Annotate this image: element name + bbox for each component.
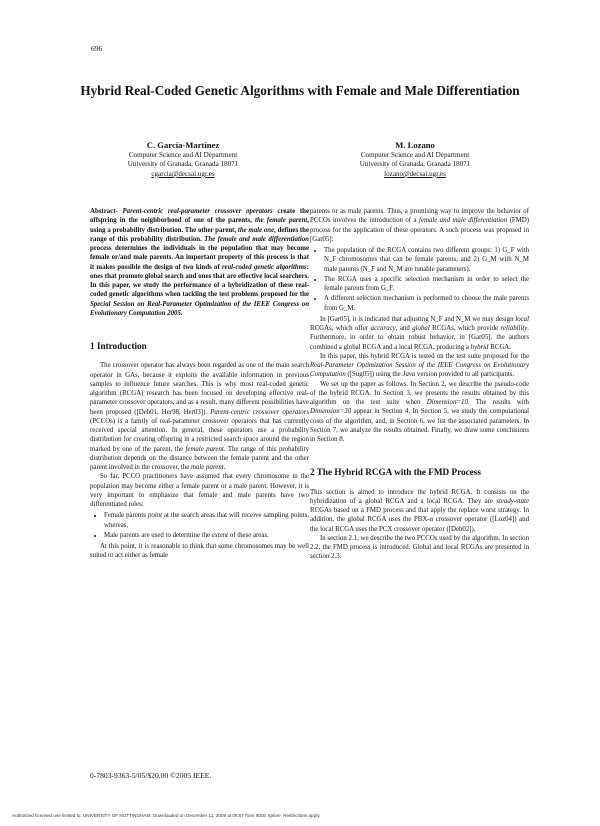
- text: This section is aimed to introduce the hybrid RCGA. It consists on the hybridization of a global RCGA and a local RCGA. They are: [310, 488, 529, 505]
- text: at the search areas that will receive sampling points, whereas,: [104, 512, 309, 529]
- intro-paragraph: So far, PCCO practitioners have assumed that every chromosome in the population may become either a female parent or a male parent. However, it is very important to emphasize that female and male parents have two differentiated roles:: [90, 473, 309, 508]
- em: Java: [402, 371, 416, 379]
- abstract-text: : ones that promote global search and ones that are effective local searchers. In this paper, we study the performance of a hybridization of these real-coded genetic algorithms when tackling the test problems proposed for the: [90, 263, 310, 299]
- text: . The range of this probability distribution depends on the distance between the female parent and the other parent involved in the crossover, the: [90, 445, 309, 471]
- em: Dimension=30: [310, 408, 352, 416]
- em: Parent-centric crossover operators: [210, 408, 310, 416]
- em: reliability: [500, 325, 528, 332]
- body-paragraph: [310, 315, 529, 352]
- page-number: 696: [91, 44, 103, 53]
- text: .: [223, 464, 226, 471]
- abstract-label: Abstract-: [90, 208, 118, 215]
- list-item: [104, 531, 309, 540]
- abstract-em: the female parent: [254, 217, 308, 225]
- text: appear in Section 4. In Section 5, we study the computational costs of the algorithm, and, in Section 6, we list the associated parameters. In Section 7, we analyze the results obtained. Finally, we draw some conclusions in Section 8.: [310, 408, 529, 443]
- copyright-notice: 0-7803-9363-5/05/$20.00 ©2005 IEEE.: [90, 771, 212, 780]
- text: Male parents are used to determine the: [104, 531, 212, 539]
- text: version provided to all participants.: [415, 371, 515, 379]
- author-email-link[interactable]: lozano@decsai.ugr.es: [384, 169, 446, 178]
- paper-title: Hybrid Real-Coded Genetic Algorithms with Female and Male Differentiation: [80, 83, 520, 98]
- em: steady-state: [496, 497, 529, 505]
- em: female and male differentiation: [419, 217, 508, 225]
- body-paragraph: [310, 352, 529, 380]
- em: male parent: [191, 464, 224, 471]
- section-heading-hybrid-rcga: 2 The Hybrid RCGA with the FMD Process: [310, 467, 481, 478]
- em: Dimension=10: [426, 399, 468, 406]
- abstract: [90, 207, 309, 318]
- author-block-2: [305, 139, 525, 179]
- list-item: • The population of the RCGA contains two different groups: 1) G_F with N_F chromosomes that can be female parents, and 2) G_M with N_M male parents (N_F and N_M are tunable parameters).: [324, 246, 529, 274]
- text: of these areas.: [228, 531, 269, 539]
- em: extent: [211, 531, 229, 539]
- text: . Furthermore, in order to obtain robust behavior, in [Gar05], the authors combined a global RCGA and a local RCGA, producing a: [310, 325, 530, 351]
- em: hybrid: [470, 343, 489, 351]
- list-item: • A different selection mechanism is performed to choose the male parents from G_M.: [324, 294, 529, 313]
- bullet-list: [310, 246, 529, 313]
- text: RCGAs based on a FMD process and that apply the replace worst strategy. In addition, the global RCGA uses the PBX-α crossover operator ([Loz04]) and the local RCGA uses the PCX crossover operator ([Deb02]).: [310, 507, 529, 533]
- author-email-link[interactable]: cgarcia@decsai.ugr.es: [151, 169, 215, 178]
- abstract-em: Parent-centric real-parameter crossover operators: [122, 208, 273, 215]
- right-column: [310, 207, 529, 562]
- text: , and: [395, 325, 413, 332]
- abstract-text: , defines the range of this probability distribution.: [90, 226, 309, 243]
- text: Female parents: [104, 512, 148, 520]
- intro-paragraph: [90, 361, 309, 472]
- text: RCGA.: [488, 343, 511, 351]
- license-footer: Authorized licensed use limited to: UNIVERSITY OF NOTTINGHAM. Downloaded on December 11, 2009 at 06:57 from IEEE Xplore. Restrictions apply.: [12, 813, 321, 818]
- em: female parent: [185, 445, 224, 453]
- text: (FMD) process for the application of these operators. A such process was proposed in [Gar05]:: [310, 217, 529, 243]
- intro-paragraph: At this point, it is reasonable to think that some chromosomes may be well suited to act either as female: [90, 543, 309, 560]
- em: point: [147, 512, 162, 520]
- text: parents or as male parents. Thus, a promising way to improve the behavior of PCCOs involves the introduction of a: [310, 208, 529, 225]
- text: RCGAs, which offer: [310, 325, 371, 332]
- left-column: [90, 207, 309, 561]
- body-paragraph: [310, 488, 529, 534]
- em: local: [515, 315, 529, 323]
- abstract-em: Special Session on Real-Parameter Optimization of the IEEE Congress on Evolutionary Computation 2005.: [90, 300, 309, 317]
- author-block-1: [73, 139, 293, 179]
- body-paragraph: In section 2.1, we describe the two PCCOs used by the algorithm. In section 2.2, the FMD process is introduced. Global and local RCGAs are presented in section 2.3.: [310, 534, 529, 561]
- author-dept: Computer Science and AI Department: [128, 151, 238, 159]
- text: ([Sug05]) using the: [345, 371, 403, 379]
- em: Real-Parameter Optimization Session of the IEEE Congress on Evolutionary Computation: [310, 362, 529, 379]
- body-paragraph: [310, 207, 529, 244]
- author-univ: University of Granada, Granada 18071: [359, 160, 471, 169]
- text: In this paper, this hybrid RCGA is tested on the test suite proposed for the: [320, 352, 529, 360]
- abstract-text: create the offspring in the neighborhood of one of the parents,: [90, 208, 309, 225]
- em: accuracy: [370, 325, 396, 332]
- author-dept: Computer Science and AI Department: [360, 151, 470, 159]
- abstract-text: process determines the individuals in the population that may become female or/and male parents. An important property of this process is that it makes possible the design of two kinds of: [90, 245, 309, 271]
- body-paragraph: [310, 380, 529, 445]
- abstract-em: The female and male differentiation: [204, 235, 309, 243]
- text: We set up the paper as follows. In Section 2, we describe the pseudo-code of the hybrid RCGA. In Section 3, we presents the results obtained by this algorithm on the test suite when: [310, 380, 529, 406]
- list-item: [104, 511, 309, 530]
- author-univ: University of Granada, Granada 18071: [127, 160, 239, 169]
- em: global: [412, 325, 430, 332]
- text: The crossover operator has always been regarded as one of the main search operator in GAs, because it exploits the available information in previous samples to influence future searches. This is why most real-coded genetic algorithm (RCGA) research has been focused on developing effective real-parameter crossover operators, and as a result, many different possibilities have been proposed ([Deb01, Her98, Her03]).: [90, 362, 309, 416]
- abstract-em: real-coded genetic algorithms: [222, 263, 307, 271]
- author-name: M. Lozano: [395, 140, 435, 150]
- abstract-text: , using a probability distribution. The other parent,: [90, 217, 309, 234]
- text: (PCCOs) is a family of real-parameter crossover operators that has currently received special attention. In general, these operators use a probability distribution for creating offspring in a restricted search space around the region marked by one of the parent, the: [90, 417, 309, 453]
- section-heading-introduction: 1 Introduction: [90, 341, 147, 351]
- list-item: • The RCGA uses a specific selection mechanism in order to select the female parents from G_F.: [324, 275, 529, 294]
- text: In [Gar05], it is indicated that adjusting N_F and N_M we may design: [320, 315, 516, 323]
- text: RCGAs, which provide: [429, 325, 501, 332]
- text: . The results with: [467, 399, 529, 406]
- bullet-list: [90, 511, 309, 540]
- author-name: C. García-Martínez: [146, 140, 220, 150]
- abstract-em: the male one: [237, 226, 275, 234]
